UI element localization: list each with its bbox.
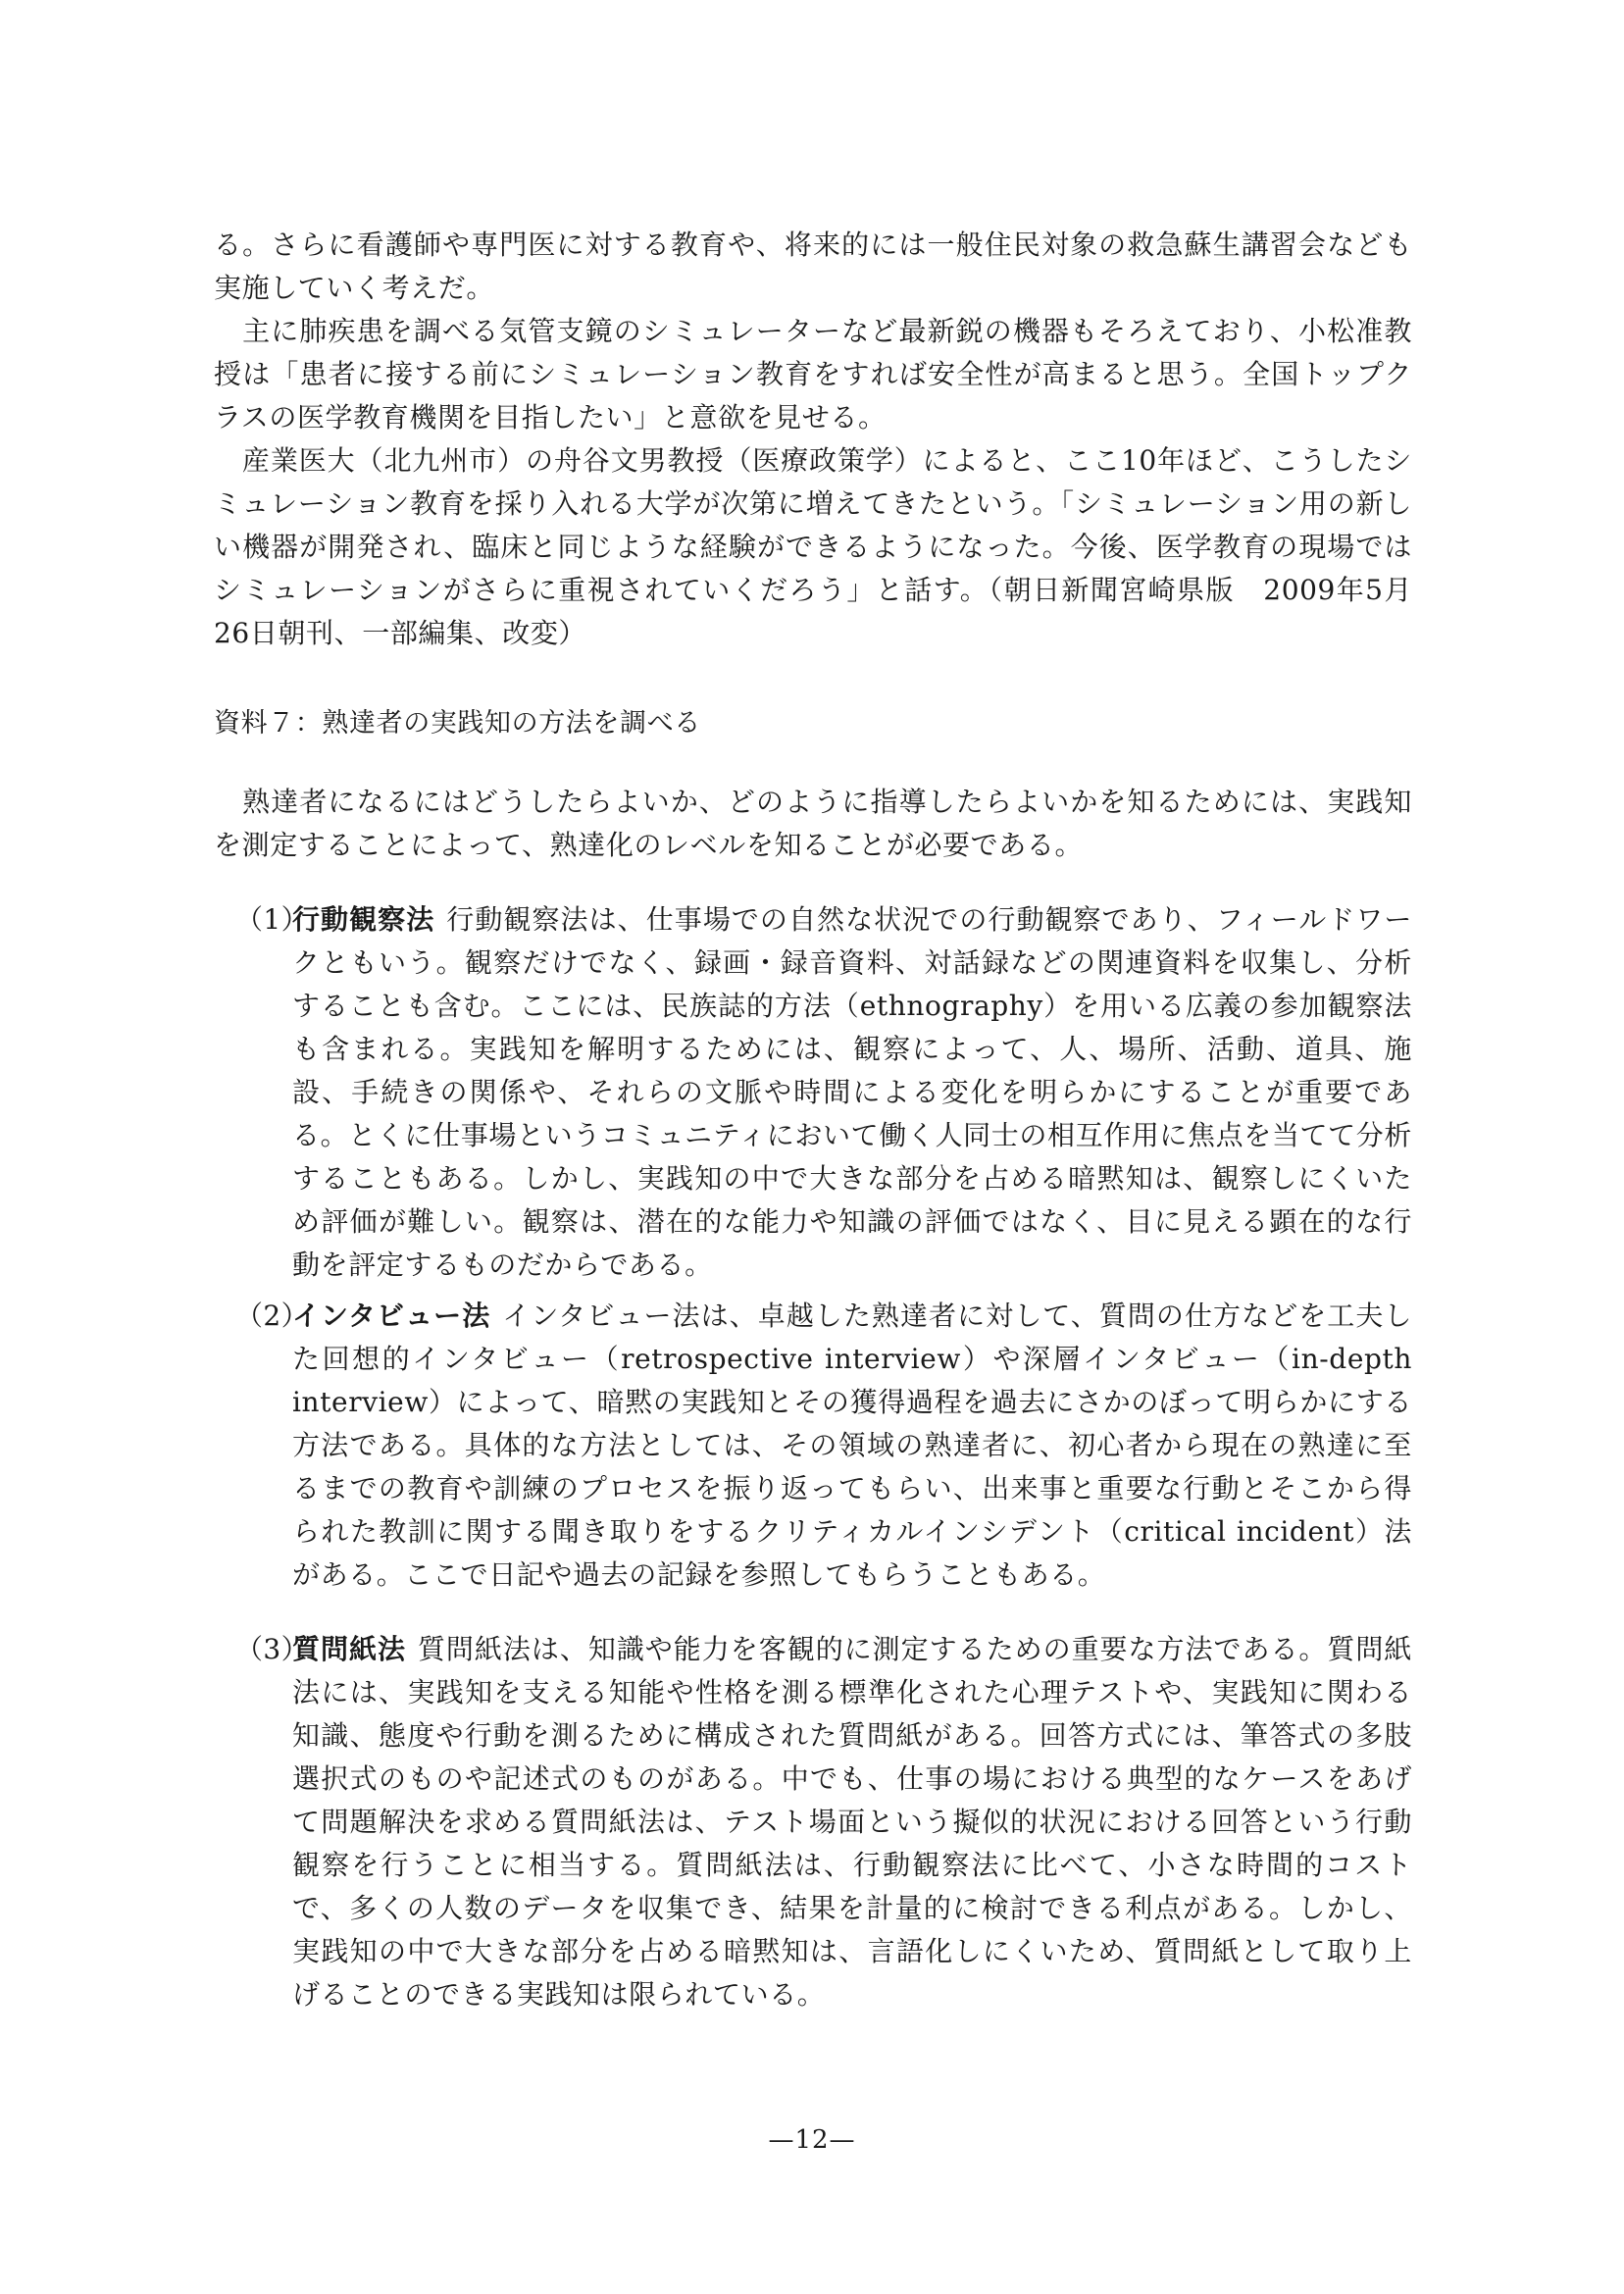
list-item-body — [292, 1295, 1412, 1597]
page-number: —12— — [768, 2125, 856, 2155]
intro-paragraph-3: 産業医大（北九州市）の舟谷文男教授（医療政策学）によると、ここ10年ほど、こうしたシミュレーション教育を採り入れる大学が次第に増えてきたという。「シミュレーション用の新しい機器が開発され、臨床と同じような経験ができるようになった。今後、医学教育の現場ではシミュレーションがさらに重視されていくだろう」と話す。（朝日新聞宮崎県版 2009年5月26日朝刊、一部編集、改変） — [214, 444, 1412, 649]
list-item-term: インタビュー法 — [292, 1300, 491, 1332]
intro-paragraph-2: 主に肺疾患を調べる気管支鏡のシミュレーターなど最新鋭の機器もそろえており、小松准教授は「患者に接する前にシミュレーション教育をすれば安全性が高まると思う。全国トップクラスの医学教育機関を目指したい」と意欲を見せる。 — [214, 315, 1412, 433]
section-heading: 資料７：熟達者の実践知の方法を調べる — [214, 708, 701, 739]
list-item-text: 質問紙法は、知識や能力を客観的に測定するための重要な方法である。質問紙法には、実践知を支える知能や性格を測る標準化された心理テストや、実践知に関わる知識、態度や行動を測るために構成された質問紙がある。回答方式には、筆答式の多肢選択式のものや記述式のものがある。中でも、仕事の場における典型的なケースをあげて問題解決を求める質問紙法は、テスト場面という擬似的状況における回答という行動観察を行うことに相当する。質問紙法は、行動観察法に比べて、小さな時間的コストで、多くの人数のデータを収集でき、結果を計量的に検討できる利点がある。しかし、実践知の中で大きな部分を占める暗黙知は、言語化しにくいため、質問紙として取り上げることのできる実践知は限られている。 — [292, 1633, 1412, 2011]
list-item-term: 行動観察法 — [292, 903, 435, 936]
section-lead-paragraph: 熟達者になるにはどうしたらよいか、どのように指導したらよいかを知るためには、実践知を測定することによって、熟達化のレベルを知ることが必要である。 — [214, 786, 1412, 861]
list-item-number: （3） — [235, 1633, 310, 1665]
intro-paragraph-1: る。さらに看護師や専門医に対する教育や、将来的には一般住民対象の救急蘇生講習会なども実施していく考えだ。 — [214, 229, 1412, 304]
list-item-text: インタビュー法は、卓越した熟達者に対して、質問の仕方などを工夫した回想的インタビュー（retrospective interview）や深層インタビュー（in-depth interview）によって、暗黙の実践知とその獲得過程を過去にさかのぼって明らかにする方法である。具体的な方法としては、その領域の熟達者に、初心者から現在の熟達に至るまでの教育や訓練のプロセスを振り返ってもらい、出来事と重要な行動とそこから得られた教訓に関する聞き取りをするクリティカルインシデント（critical incident）法がある。ここで日記や過去の記録を参照してもらうこともある。 — [292, 1300, 1412, 1591]
list-item-text: 行動観察法は、仕事場での自然な状況での行動観察であり、フィールドワークともいう。観察だけでなく、録画・録音資料、対話録などの関連資料を収集し、分析することも含む。ここには、民族誌的方法（ethnography）を用いる広義の参加観察法も含まれる。実践知を解明するためには、観察によって、人、場所、活動、道具、施設、手続きの関係や、それらの文脈や時間による変化を明らかにすることが重要である。とくに仕事場というコミュニティにおいて働く人同士の相互作用に焦点を当てて分析することもある。しかし、実践知の中で大きな部分を占める暗黙知は、観察しにくいため評価が難しい。観察は、潜在的な能力や知識の評価ではなく、目に見える顕在的な行動を評定するものだからである。 — [292, 903, 1412, 1281]
list-item-body — [292, 1628, 1412, 2016]
list-item-body — [292, 898, 1412, 1287]
list-item-term: 質問紙法 — [292, 1633, 406, 1665]
list-item-number: （2） — [235, 1300, 310, 1332]
list-item-number: （1） — [235, 903, 310, 936]
